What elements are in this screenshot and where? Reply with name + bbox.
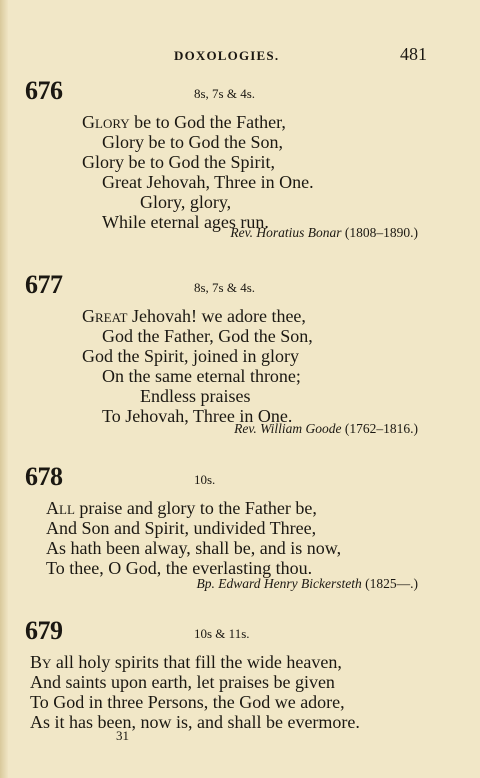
verse-line: As it has been, now is, and shall be evermore. <box>30 712 360 732</box>
signature-mark: 31 <box>116 728 129 743</box>
verse-line: God the Father, God the Son, <box>102 326 313 346</box>
verse-line: God the Spirit, joined in glory <box>82 346 299 366</box>
initial-word: Great <box>82 306 128 326</box>
verse-line: While eternal ages run. <box>102 212 269 232</box>
hymn-meter: 10s. <box>194 472 216 487</box>
hymn-meter: 10s & 11s. <box>194 626 250 641</box>
author-dates: (1808–1890.) <box>341 225 418 240</box>
line-text: be to God the Father, <box>129 112 286 132</box>
hymn-number: 679 <box>25 616 63 645</box>
author-dates: (1762–1816.) <box>341 421 418 436</box>
attribution <box>234 421 418 437</box>
initial-word: By <box>30 652 52 672</box>
verse-line: Endless praises <box>140 386 251 406</box>
page-edge <box>0 0 8 778</box>
page-header <box>0 44 480 68</box>
verse-line: Glory be to God the Son, <box>102 132 283 152</box>
verse-line <box>30 652 342 672</box>
verse-line: To Jehovah, Three in One. <box>102 406 293 426</box>
hymn-number: 677 <box>25 270 63 299</box>
hymn-meter: 8s, 7s & 4s. <box>194 280 256 295</box>
verse-line: As hath been alway, shall be, and is now, <box>46 538 342 558</box>
initial-word: All <box>46 498 75 518</box>
verse-line: And Son and Spirit, undivided Three, <box>46 518 317 538</box>
verse-line: To God in three Persons, the God we adore, <box>30 692 345 712</box>
author-dates: (1825—.) <box>361 576 418 591</box>
attribution <box>197 576 418 592</box>
verse-line <box>82 112 286 132</box>
verse-line <box>46 498 317 518</box>
verse-line: To thee, O God, the everlasting thou. <box>46 558 313 578</box>
verse-line: Glory be to God the Spirit, <box>82 152 275 172</box>
running-head: DOXOLOGIES. <box>174 48 280 63</box>
verse-line: Glory, glory, <box>140 192 232 212</box>
hymn-number: 678 <box>25 462 63 491</box>
line-text: praise and glory to the Father be, <box>74 498 317 518</box>
line-text: all holy spirits that fill the wide heaven, <box>51 652 342 672</box>
author-name: Rev. Horatius Bonar <box>230 225 342 240</box>
author-name: Bp. Edward Henry Bickersteth <box>196 576 362 591</box>
hymn-meter: 8s, 7s & 4s. <box>194 86 256 101</box>
initial-word: Glory <box>82 112 130 132</box>
verse-line: And saints upon earth, let praises be given <box>30 672 335 692</box>
hymn-number: 676 <box>25 76 63 105</box>
attribution <box>230 225 418 241</box>
verse-line: Great Jehovah, Three in One. <box>102 172 314 192</box>
verse-line <box>82 306 306 326</box>
page-number: 481 <box>400 44 427 64</box>
author-name: Rev. William Goode <box>234 421 342 436</box>
line-text: Jehovah! we adore thee, <box>127 306 306 326</box>
verse-line: On the same eternal throne; <box>102 366 301 386</box>
